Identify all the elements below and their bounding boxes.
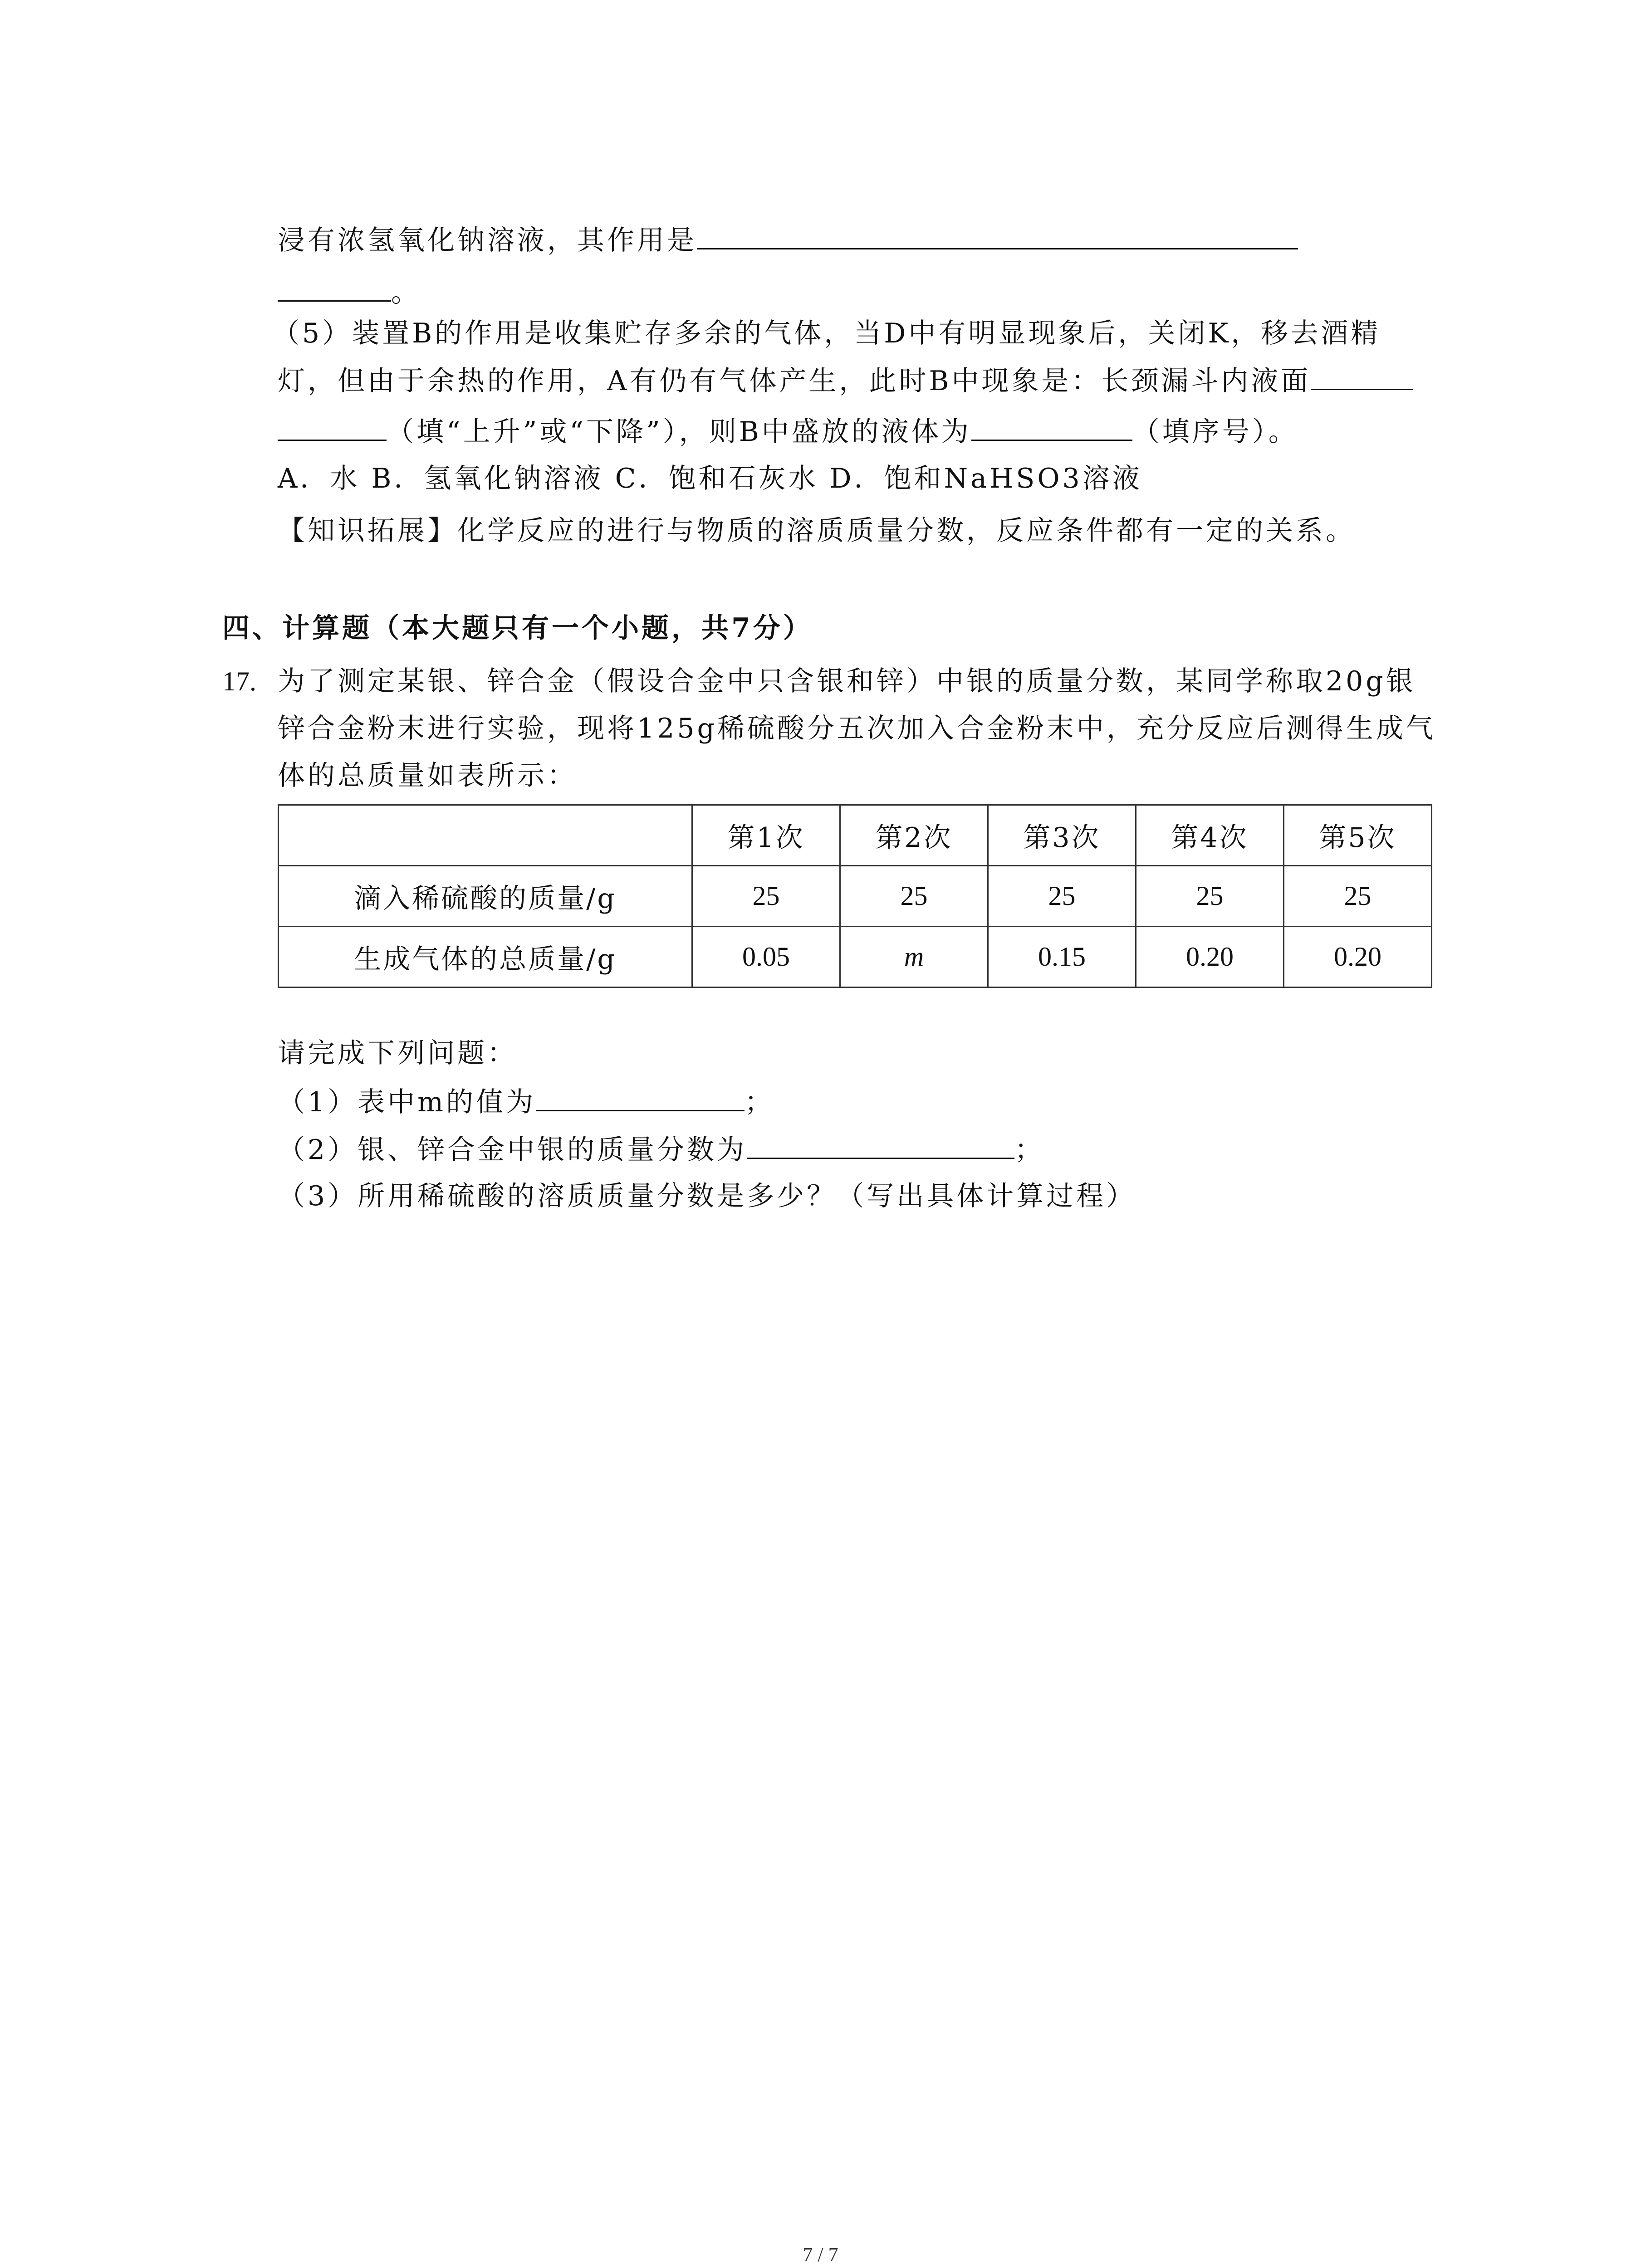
q17-prompt <box>278 1035 517 1071</box>
q17-sub-2-end: ； <box>1014 1134 1045 1166</box>
answer-blank-2[interactable] <box>1311 366 1413 390</box>
table-cell: 0.05 <box>692 927 840 987</box>
q17-sub-1-end: ； <box>745 1086 775 1118</box>
q17-sub-3 <box>278 1178 1136 1214</box>
q17-number <box>222 663 256 699</box>
table-header-cell: 第4次 <box>1136 805 1284 866</box>
answer-blank-1-continued[interactable] <box>278 278 391 302</box>
table-header-cell: 第2次 <box>840 805 988 866</box>
table-cell: 25 <box>840 866 988 927</box>
results-table <box>278 804 1432 988</box>
table-cell: 25 <box>1136 866 1284 927</box>
table-row <box>279 927 1432 987</box>
q17-sub-3-text: （3）所用稀硫酸的溶质质量分数是多少？（写出具体计算过程） <box>278 1180 1136 1212</box>
q16-line-2 <box>278 274 421 311</box>
answer-blank-3[interactable] <box>971 417 1132 441</box>
table-header-row <box>279 805 1432 866</box>
table-header-cell: 第1次 <box>692 805 840 866</box>
q17-sub-1 <box>278 1084 774 1120</box>
q17-stem-line-3-text: 体的总质量如表所示： <box>278 760 577 792</box>
q16-line-1 <box>278 222 1298 259</box>
table-cell: 25 <box>692 866 840 927</box>
q17-stem-line-2 <box>278 710 1436 747</box>
q17-number-text: 17. <box>222 666 256 696</box>
q17-stem-line-1-text: 为了测定某银、锌合金（假设合金中只含银和锌）中银的质量分数，某同学称取20g银 <box>278 665 1416 697</box>
q16-line-4-text: 灯，但由于余热的作用，A有仍有气体产生，此时B中现象是：长颈漏斗内液面 <box>278 365 1311 397</box>
table-row-label: 生成气体的总质量/g <box>279 927 692 987</box>
table-header-cell: 第3次 <box>988 805 1136 866</box>
answer-blank-4[interactable] <box>536 1087 745 1111</box>
q17-stem-line-2-text: 锌合金粉末进行实验，现将125g稀硫酸分五次加入合金粉末中，充分反应后测得生成气 <box>278 713 1436 744</box>
q17-stem-line-3 <box>278 758 577 794</box>
q16-line-5-text-b: （填序号）。 <box>1132 416 1298 448</box>
answer-blank-1[interactable] <box>697 225 1298 249</box>
table-cell: 0.20 <box>1284 927 1432 987</box>
table-header-cell <box>279 805 692 866</box>
q16-knowledge <box>278 513 1356 549</box>
table-cell: 25 <box>1284 866 1432 927</box>
q16-line-3 <box>272 315 1381 352</box>
table-cell: 0.20 <box>1136 927 1284 987</box>
answer-blank-5[interactable] <box>747 1135 1014 1159</box>
table-cell: 25 <box>988 866 1136 927</box>
q16-line-2-end: 。 <box>391 277 421 308</box>
table-cell: 0.15 <box>988 927 1136 987</box>
table-row-label: 滴入稀硫酸的质量/g <box>279 866 692 927</box>
table-row <box>279 866 1432 927</box>
q16-line-1-text: 浸有浓氢氧化钠溶液，其作用是 <box>278 225 697 256</box>
section-4-heading <box>222 610 813 646</box>
q16-line-5-text-a: （填“上升”或“下降”），则B中盛放的液体为 <box>387 416 971 448</box>
q16-options-text: A．水 B．氢氧化钠溶液 C．饱和石灰水 D．饱和NaHSO3溶液 <box>278 463 1142 494</box>
q16-options <box>278 460 1142 497</box>
q17-sub-2-text: （2）银、锌合金中银的质量分数为 <box>278 1134 747 1166</box>
q16-line-3-text: （5）装置B的作用是收集贮存多余的气体，当D中有明显现象后，关闭K，移去酒精 <box>272 318 1381 349</box>
q17-sub-1-text: （1）表中m的值为 <box>278 1086 536 1118</box>
q17-prompt-text: 请完成下列问题： <box>278 1037 517 1069</box>
section-4-heading-text: 四、计算题（本大题只有一个小题，共7分） <box>222 612 813 644</box>
page-number: 7 / 7 <box>803 2244 838 2266</box>
table-cell: m <box>840 927 988 987</box>
q17-sub-2 <box>278 1132 1044 1168</box>
table-header-cell: 第5次 <box>1284 805 1432 866</box>
q16-line-5 <box>278 414 1298 450</box>
answer-blank-2-continued[interactable] <box>278 417 387 441</box>
q16-line-4 <box>278 363 1413 399</box>
q17-stem-line-1 <box>278 663 1416 699</box>
q16-knowledge-text: 【知识拓展】化学反应的进行与物质的溶质质量分数，反应条件都有一定的关系。 <box>278 515 1356 547</box>
